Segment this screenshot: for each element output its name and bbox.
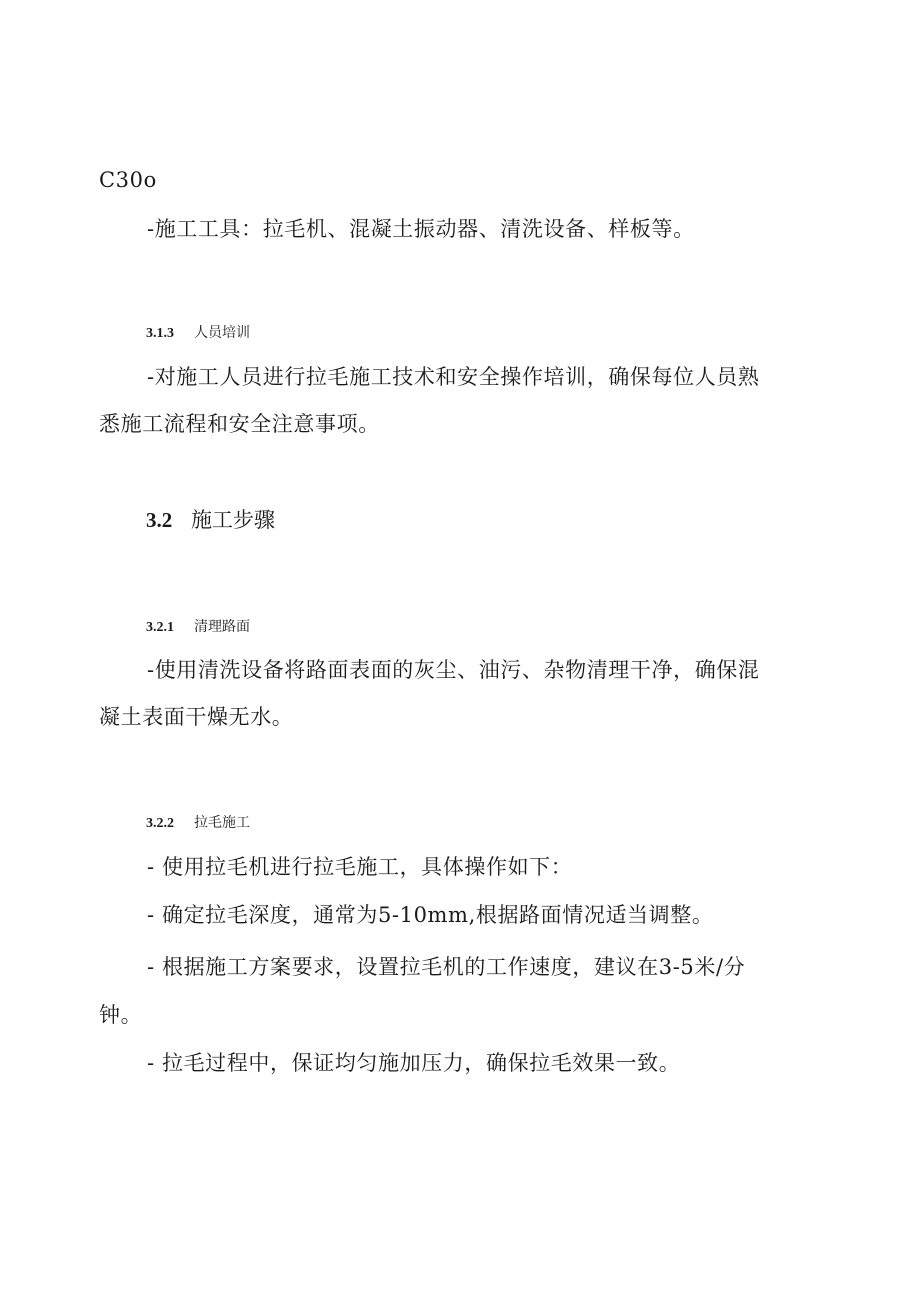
- paragraph-tools: -施工工具：拉毛机、混凝土振动器、清洗设备、样板等。: [147, 217, 695, 241]
- section-title: 施工步骤: [191, 508, 275, 532]
- section-title: 拉毛施工: [194, 815, 250, 831]
- section-title: 清理路面: [194, 619, 250, 635]
- section-number: 3.2.1: [146, 620, 174, 635]
- section-heading-3-2: [146, 506, 275, 534]
- paragraph-step-2: - 确定拉毛深度，通常为5-10mm,根据路面情况适当调整。: [147, 903, 714, 927]
- paragraph-c30: C30o: [99, 168, 157, 192]
- paragraph-clean-line-2: 凝土表面干燥无水。: [99, 705, 294, 729]
- paragraph-training-line-1: -对施工人员进行拉毛施工技术和安全操作培训，确保每位人员熟: [147, 365, 760, 389]
- paragraph-step-3-line-2: 钟。: [99, 1003, 143, 1027]
- paragraph-training-line-2: 悉施工流程和安全注意事项。: [99, 412, 380, 436]
- section-heading-3-2-2: [146, 813, 250, 834]
- section-number: 3.2.2: [146, 816, 174, 831]
- section-number: 3.2: [146, 508, 173, 532]
- section-heading-3-2-1: [146, 617, 250, 638]
- section-title: 人员培训: [194, 325, 250, 341]
- paragraph-clean-line-1: -使用清洗设备将路面表面的灰尘、油污、杂物清理干净，确保混: [147, 658, 760, 682]
- section-heading-3-1-3: [146, 323, 250, 344]
- paragraph-step-4: - 拉毛过程中，保证均匀施加压力，确保拉毛效果一致。: [147, 1051, 681, 1075]
- paragraph-step-1: - 使用拉毛机进行拉毛施工，具体操作如下：: [147, 855, 573, 879]
- section-number: 3.1.3: [146, 326, 174, 341]
- paragraph-step-3-line-1: - 根据施工方案要求，设置拉毛机的工作速度，建议在3-5米/分: [147, 955, 746, 979]
